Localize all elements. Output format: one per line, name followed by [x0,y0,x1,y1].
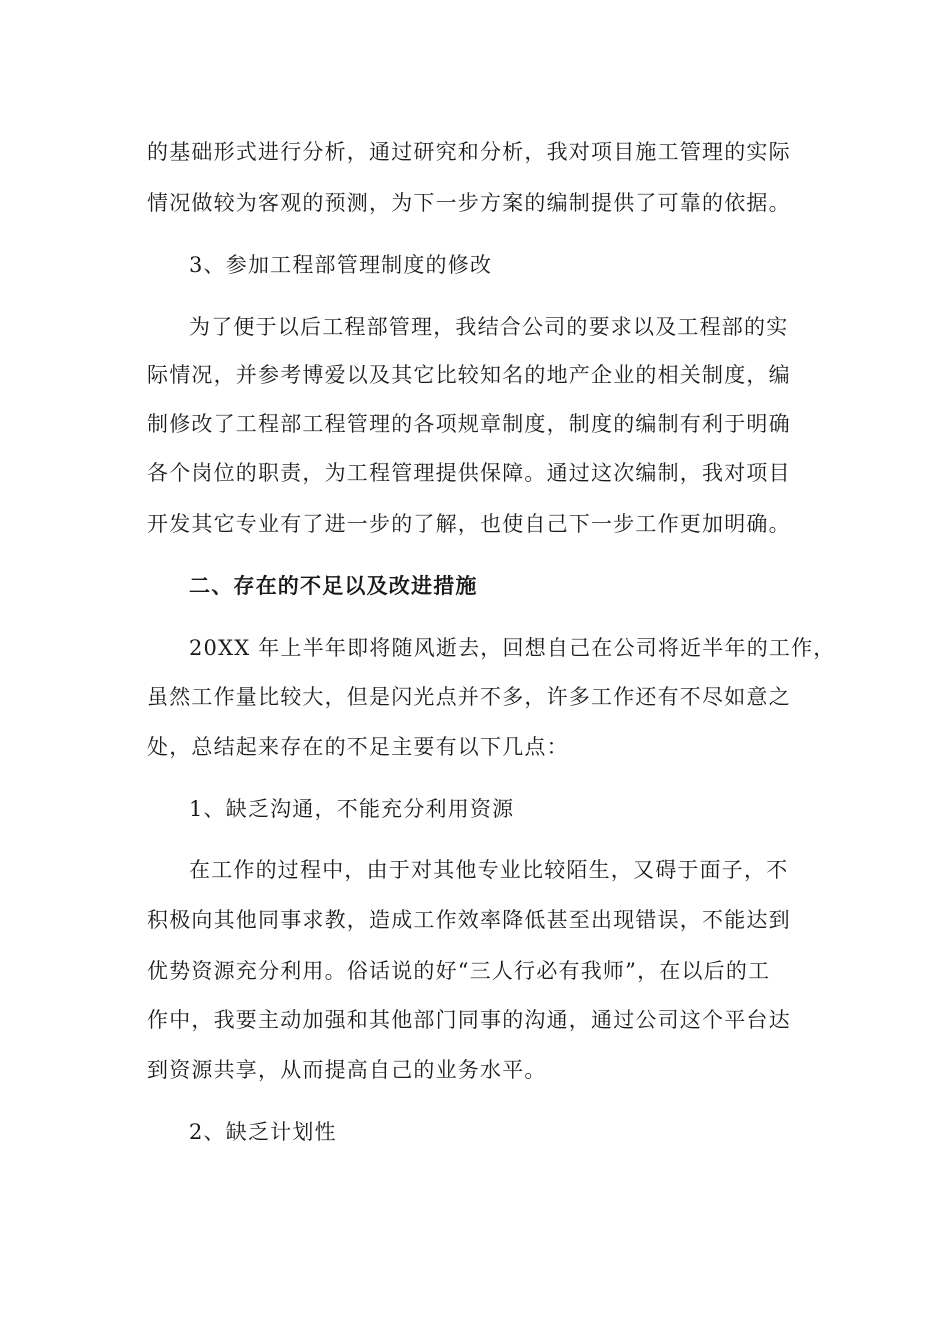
section-subheading: 2、缺乏计划性 [189,1120,337,1144]
paragraph-line: 各个岗位的职责，为工程管理提供保障。通过这次编制，我对项目 [147,461,791,485]
paragraph-line: 优势资源充分利用。俗话说的好“三人行必有我师”，在以后的工 [147,959,771,983]
paragraph-line: 积极向其他同事求教，造成工作效率降低甚至出现错误，不能达到 [147,908,791,932]
paragraph-line: 20XX 年上半年即将随风逝去，回想自己在公司将近半年的工作， [189,636,836,660]
paragraph-line: 情况做较为客观的预测，为下一步方案的编制提供了可靠的依据。 [147,191,791,215]
paragraph-line: 到资源共享，从而提高自己的业务水平。 [147,1058,547,1082]
paragraph-line: 的基础形式进行分析，通过研究和分析，我对项目施工管理的实际 [147,140,791,164]
section-heading: 二、存在的不足以及改进措施 [189,573,478,598]
paragraph-line: 际情况，并参考博爱以及其它比较知名的地产企业的相关制度，编 [147,363,791,387]
paragraph-line: 在工作的过程中，由于对其他专业比较陌生，又碍于面子，不 [189,858,789,882]
paragraph-line: 虽然工作量比较大，但是闪光点并不多，许多工作还有不尽如意之 [147,685,791,709]
paragraph-line: 处，总结起来存在的不足主要有以下几点： [147,735,569,759]
section-subheading: 3、参加工程部管理制度的修改 [189,253,493,277]
paragraph-line: 为了便于以后工程部管理，我结合公司的要求以及工程部的实 [189,315,789,339]
paragraph-line: 制修改了工程部工程管理的各项规章制度，制度的编制有利于明确 [147,412,791,436]
paragraph-line: 作中，我要主动加强和其他部门同事的沟通，通过公司这个平台达 [147,1008,791,1032]
section-subheading: 1、缺乏沟通，不能充分利用资源 [189,797,515,821]
paragraph-line: 开发其它专业有了进一步的了解，也使自己下一步工作更加明确。 [147,512,791,536]
